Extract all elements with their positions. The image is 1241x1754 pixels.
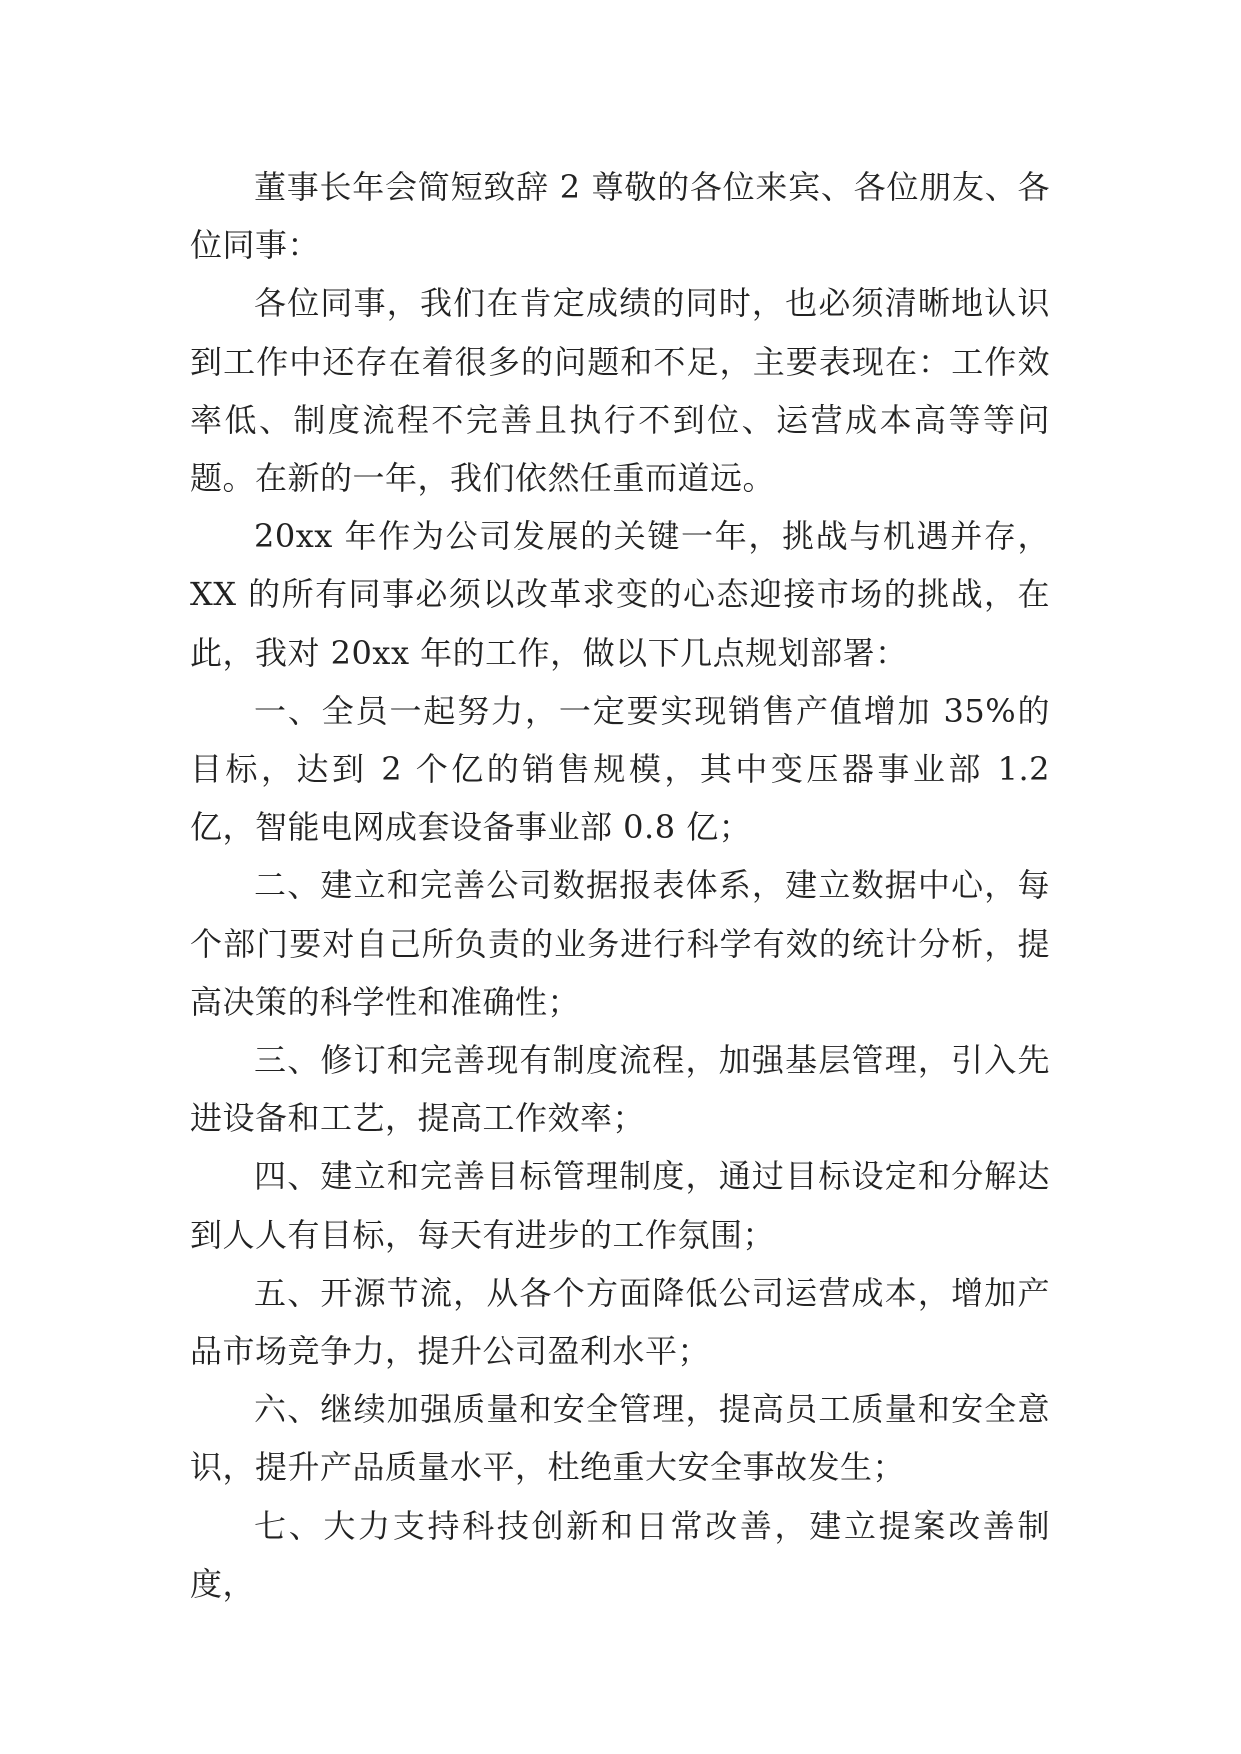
paragraph-item-6: 六、继续加强质量和安全管理，提高员工质量和安全意识，提升产品质量水平，杜绝重大安全事故发生；: [190, 1390, 1050, 1487]
paragraph-item-1: 一、全员一起努力，一定要实现销售产值增加 35%的目标，达到 2 个亿的销售规模，其中变压器事业部 1.2 亿，智能电网成套设备事业部 0.8 亿；: [190, 691, 1050, 847]
paragraph-year-plan: 20xx 年作为公司发展的关键一年，挑战与机遇并存，XX 的所有同事必须以改革求变的心态迎接市场的挑战，在此，我对 20xx 年的工作，做以下几点规划部署：: [190, 517, 1050, 672]
document-body: [190, 158, 1050, 1613]
paragraph-greeting: 董事长年会简短致辞 2 尊敬的各位来宾、各位朋友、各位同事：: [190, 168, 1050, 265]
paragraph-problems: 各位同事，我们在肯定成绩的同时，也必须清晰地认识到工作中还存在着很多的问题和不足，主要表现在：工作效率低、制度流程不完善且执行不到位、运营成本高等等问题。在新的一年，我们依然任重而道远。: [190, 284, 1050, 498]
paragraph-item-5: 五、开源节流，从各个方面降低公司运营成本，增加产品市场竞争力，提升公司盈利水平；: [190, 1273, 1050, 1371]
paragraph-item-2: 二、建立和完善公司数据报表体系，建立数据中心，每个部门要对自己所负责的业务进行科学有效的统计分析，提高决策的科学性和准确性；: [190, 866, 1050, 1021]
paragraph-item-3: 三、修订和完善现有制度流程，加强基层管理，引入先进设备和工艺，提高工作效率；: [190, 1041, 1050, 1138]
paragraph-item-4: 四、建立和完善目标管理制度，通过目标设定和分解达到人人有目标，每天有进步的工作氛围；: [190, 1157, 1050, 1254]
paragraph-item-7: 七、大力支持科技创新和日常改善，建立提案改善制度，: [190, 1506, 1050, 1603]
